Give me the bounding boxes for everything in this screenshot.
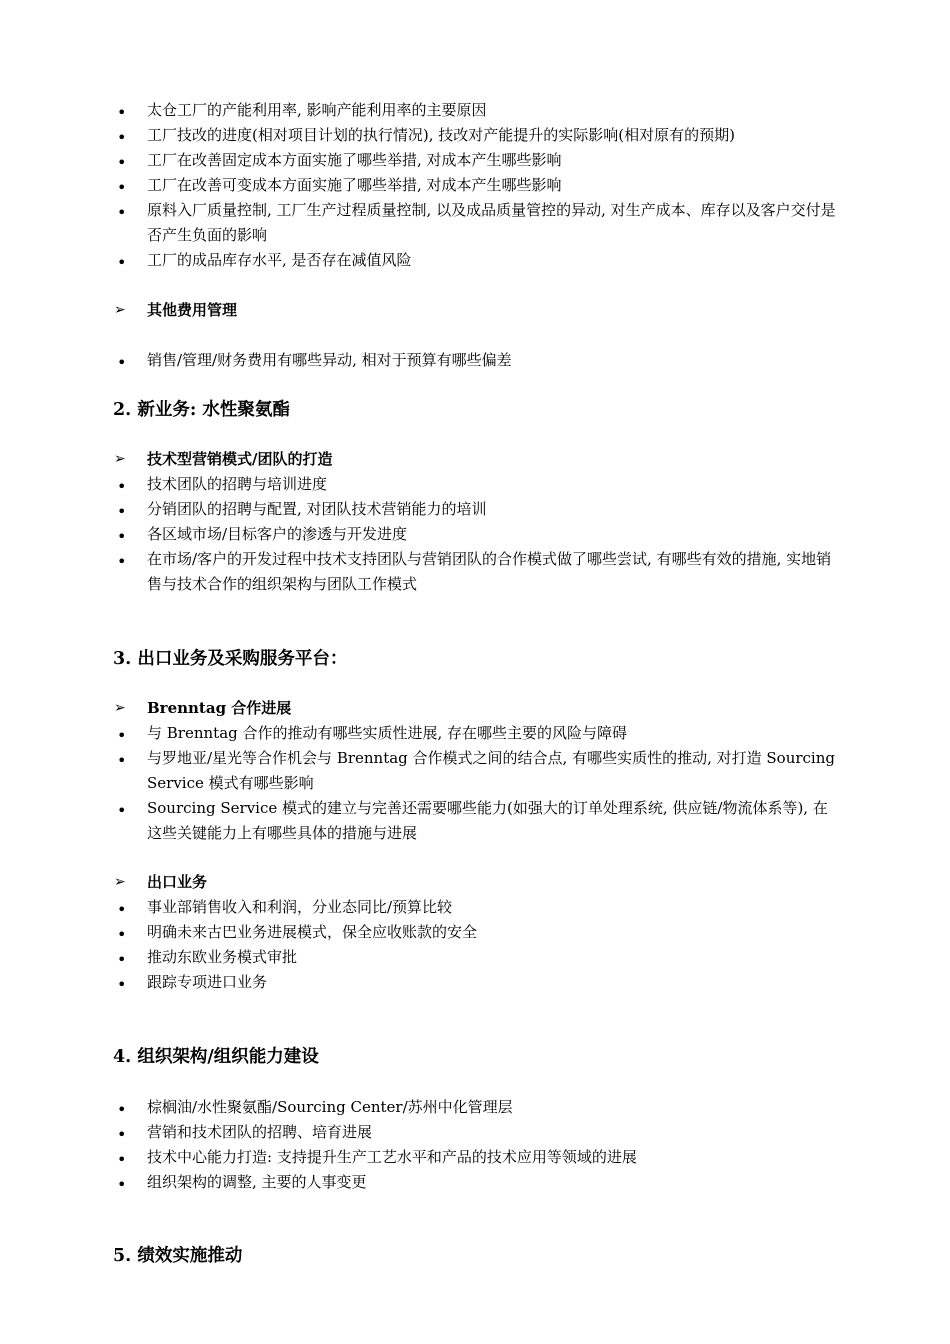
list-item-text: 营销和技术团队的招聘、培育进展 (147, 1123, 373, 1141)
list-item-text: 各区域市场/目标客户的渗透与开发进度 (147, 525, 408, 543)
export-list (0, 870, 950, 995)
list-item-text: 棕榈油/水性聚氨酯/Sourcing Center/苏州中化管理层 (147, 1098, 513, 1116)
list-item (0, 248, 950, 273)
bullet-icon: • (117, 502, 127, 521)
list-item-text: 明确未来古巴业务进展模式，保全应收账款的安全 (147, 923, 478, 941)
list-item-text: 事业部销售收入和利润，分业态同比/预算比较 (147, 898, 453, 916)
list-item (0, 970, 950, 995)
bullet-icon: • (117, 552, 127, 571)
list-item (0, 920, 950, 945)
bullet-icon: • (117, 925, 127, 944)
subheading-row (0, 447, 950, 472)
list-item-text: 与 Brenntag 合作的推动有哪些实质性进展, 存在哪些主要的风险与障碍 (147, 724, 628, 742)
factory-list (0, 98, 950, 273)
section-heading-new-business: 2. 新业务: 水性聚氨酯 (113, 400, 290, 420)
subheading-text: 出口业务 (147, 873, 208, 891)
list-item-text: 技术团队的招聘与培训进度 (147, 475, 328, 493)
bullet-icon: • (117, 103, 127, 122)
list-item-text: 技术中心能力打造: 支持提升生产工艺水平和产品的技术应用等领域的进展 (147, 1148, 637, 1166)
list-item (0, 198, 950, 248)
list-item (0, 123, 950, 148)
list-item (0, 721, 950, 746)
list-item-text: 工厂的成品库存水平, 是否存在减值风险 (147, 251, 412, 269)
bullet-icon: • (117, 477, 127, 496)
list-item-text: 工厂技改的进度(相对项目计划的执行情况), 技改对产能提升的实际影响(相对原有的预期) (147, 126, 735, 144)
list-item (0, 98, 950, 123)
list-item (0, 173, 950, 198)
list-item (0, 746, 950, 796)
bullet-icon: • (117, 153, 127, 172)
bullet-icon: • (117, 900, 127, 919)
bullet-icon: • (117, 253, 127, 272)
list-item (0, 895, 950, 920)
subheading-text: Brenntag 合作进展 (147, 699, 292, 717)
bullet-icon: • (117, 353, 127, 372)
bullet-icon: • (117, 203, 127, 222)
bullet-icon: • (117, 975, 127, 994)
bullet-icon: • (117, 801, 127, 820)
list-item-text: 分销团队的招聘与配置, 对团队技术营销能力的培训 (147, 500, 487, 518)
list-item-text: 组织架构的调整, 主要的人事变更 (147, 1173, 367, 1191)
bullet-icon: • (117, 1175, 127, 1194)
section-heading-performance: 5. 绩效实施推动 (113, 1246, 243, 1266)
bullet-icon: • (117, 1100, 127, 1119)
list-item (0, 472, 950, 497)
list-item (0, 1095, 950, 1120)
list-item (0, 945, 950, 970)
list-item-text: 工厂在改善可变成本方面实施了哪些举措, 对成本产生哪些影响 (147, 176, 562, 194)
list-item (0, 497, 950, 522)
org-list (0, 1095, 950, 1195)
subheading-row (0, 696, 950, 721)
bullet-icon: • (117, 726, 127, 745)
list-item (0, 1145, 950, 1170)
list-item-text: 跟踪专项进口业务 (147, 973, 268, 991)
list-item (0, 348, 950, 373)
list-item (0, 796, 950, 846)
list-item-text: 工厂在改善固定成本方面实施了哪些举措, 对成本产生哪些影响 (147, 151, 562, 169)
new-business-list (0, 447, 950, 597)
bullet-icon: • (117, 527, 127, 546)
list-item (0, 1170, 950, 1195)
list-item-text: 推动东欧业务模式审批 (147, 948, 298, 966)
arrow-bullet-icon: ➢ (114, 451, 126, 467)
list-item (0, 148, 950, 173)
section-heading-org: 4. 组织架构/组织能力建设 (113, 1047, 319, 1067)
list-item (0, 547, 950, 597)
bullet-icon: • (117, 128, 127, 147)
list-item-text: 太仓工厂的产能利用率, 影响产能利用率的主要原因 (147, 101, 487, 119)
expenses-list (0, 348, 950, 373)
other-expenses-subheading (0, 298, 950, 323)
bullet-icon: • (117, 1125, 127, 1144)
list-item-text: 在市场/客户的开发过程中技术支持团队与营销团队的合作模式做了哪些尝试, 有哪些有效的措施, 实地销售与技术合作的组织架构与团队工作模式 (147, 550, 832, 593)
subheading-text: 其他费用管理 (147, 301, 238, 319)
subheading-text: 技术型营销模式/团队的打造 (147, 450, 333, 468)
brenntag-list (0, 696, 950, 846)
list-item (0, 1120, 950, 1145)
list-item-text: 原料入厂质量控制, 工厂生产过程质量控制, 以及成品质量管控的异动, 对生产成本、库存以及客户交付是否产生负面的影响 (147, 201, 836, 244)
list-item-text: 销售/管理/财务费用有哪些异动, 相对于预算有哪些偏差 (147, 351, 512, 369)
arrow-bullet-icon: ➢ (114, 700, 126, 716)
list-item-text: Sourcing Service 模式的建立与完善还需要哪些能力(如强大的订单处理系统, 供应链/物流体系等), 在这些关键能力上有哪些具体的措施与进展 (147, 799, 828, 842)
list-item-text: 与罗地亚/星光等合作机会与 Brenntag 合作模式之间的结合点, 有哪些实质性的推动, 对打造 Sourcing Service 模式有哪些影响 (147, 749, 835, 792)
subheading-row (0, 870, 950, 895)
arrow-bullet-icon: ➢ (114, 874, 126, 890)
list-item (0, 522, 950, 547)
arrow-bullet-icon: ➢ (114, 302, 126, 318)
bullet-icon: • (117, 751, 127, 770)
bullet-icon: • (117, 950, 127, 969)
bullet-icon: • (117, 1150, 127, 1169)
bullet-icon: • (117, 178, 127, 197)
section-heading-export: 3. 出口业务及采购服务平台： (113, 649, 348, 669)
